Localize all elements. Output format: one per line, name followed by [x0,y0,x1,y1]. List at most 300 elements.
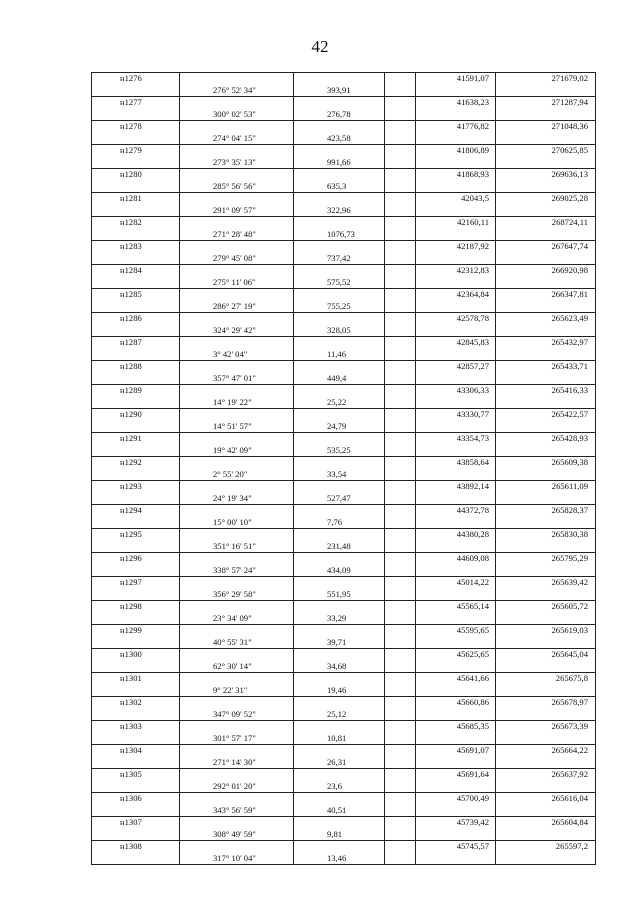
empty-cell [416,493,496,505]
empty-cell [294,193,385,205]
point-name: н1301 [92,673,180,685]
point-name: н1293 [92,481,180,493]
point-name: н1308 [92,841,180,853]
empty-cell [92,493,180,505]
x-coordinate: 42845,83 [416,337,496,349]
y-coordinate: 265616,04 [496,793,596,805]
empty-cell [416,133,496,145]
empty-cell [92,85,180,97]
segment-row [92,493,596,505]
empty-cell [92,565,180,577]
segment-row [92,589,596,601]
empty-cell [496,349,596,361]
empty-cell [385,97,416,109]
segment-row [92,373,596,385]
segment-distance: 449,4 [294,373,385,385]
empty-cell [385,853,416,865]
empty-cell [92,829,180,841]
segment-distance: 39,71 [294,637,385,649]
empty-cell [385,373,416,385]
direction-angle: 357° 47' 01" [180,373,294,385]
direction-angle: 338° 57' 24" [180,565,294,577]
empty-cell [385,829,416,841]
empty-cell [416,325,496,337]
segment-row [92,541,596,553]
segment-distance: 434,09 [294,565,385,577]
empty-cell [385,337,416,349]
point-row [92,649,596,661]
segment-distance: 535,25 [294,445,385,457]
x-coordinate: 44372,78 [416,505,496,517]
empty-cell [496,781,596,793]
empty-cell [385,301,416,313]
y-coordinate: 265428,93 [496,433,596,445]
x-coordinate: 44609,08 [416,553,496,565]
x-coordinate: 42578,78 [416,313,496,325]
direction-angle: 24° 19' 34" [180,493,294,505]
direction-angle: 300° 02' 53" [180,109,294,121]
segment-row [92,469,596,481]
empty-cell [294,793,385,805]
direction-angle: 40° 55' 31" [180,637,294,649]
x-coordinate: 45691,64 [416,769,496,781]
segment-distance: 10,81 [294,733,385,745]
empty-cell [416,229,496,241]
x-coordinate: 45595,65 [416,625,496,637]
point-row [92,289,596,301]
coordinates-table-body [92,73,596,865]
coordinates-table [91,72,596,865]
empty-cell [385,493,416,505]
direction-angle: 15° 00' 10" [180,517,294,529]
segment-row [92,853,596,865]
empty-cell [385,73,416,85]
empty-cell [416,253,496,265]
x-coordinate: 42187,92 [416,241,496,253]
point-row [92,145,596,157]
point-row [92,169,596,181]
segment-row [92,565,596,577]
empty-cell [92,349,180,361]
point-row [92,697,596,709]
empty-cell [385,685,416,697]
segment-distance: 25,22 [294,397,385,409]
empty-cell [385,553,416,565]
empty-cell [92,157,180,169]
empty-cell [496,565,596,577]
y-coordinate: 266347,81 [496,289,596,301]
empty-cell [180,649,294,661]
y-coordinate: 265619,03 [496,625,596,637]
y-coordinate: 270625,85 [496,145,596,157]
empty-cell [496,757,596,769]
empty-cell [92,325,180,337]
point-row [92,505,596,517]
empty-cell [385,421,416,433]
y-coordinate: 271048,36 [496,121,596,133]
empty-cell [385,325,416,337]
empty-cell [294,457,385,469]
empty-cell [180,817,294,829]
point-name: н1306 [92,793,180,805]
segment-distance: 33,54 [294,469,385,481]
segment-distance: 393,91 [294,85,385,97]
empty-cell [92,805,180,817]
empty-cell [385,661,416,673]
direction-angle: 276° 52' 34" [180,85,294,97]
empty-cell [496,661,596,673]
segment-distance: 13,46 [294,853,385,865]
empty-cell [294,841,385,853]
empty-cell [385,709,416,721]
point-name: н1285 [92,289,180,301]
empty-cell [180,385,294,397]
segment-distance: 755,25 [294,301,385,313]
empty-cell [92,229,180,241]
empty-cell [496,85,596,97]
empty-cell [294,145,385,157]
empty-cell [180,193,294,205]
direction-angle: 317° 10' 04" [180,853,294,865]
point-name: н1303 [92,721,180,733]
segment-distance: 26,31 [294,757,385,769]
empty-cell [92,661,180,673]
empty-cell [180,697,294,709]
y-coordinate: 265678,97 [496,697,596,709]
segment-row [92,397,596,409]
empty-cell [180,409,294,421]
segment-row [92,637,596,649]
point-row [92,769,596,781]
point-row [92,625,596,637]
empty-cell [496,421,596,433]
x-coordinate: 43354,73 [416,433,496,445]
segment-distance: 527,47 [294,493,385,505]
empty-cell [416,373,496,385]
empty-cell [294,625,385,637]
empty-cell [92,757,180,769]
segment-row [92,421,596,433]
empty-cell [385,601,416,613]
direction-angle: 271° 14' 30" [180,757,294,769]
empty-cell [180,673,294,685]
direction-angle: 3° 42' 04" [180,349,294,361]
empty-cell [92,109,180,121]
empty-cell [496,325,596,337]
empty-cell [416,517,496,529]
page-number: 42 [311,37,329,56]
segment-distance: 737,42 [294,253,385,265]
direction-angle: 343° 56' 59" [180,805,294,817]
empty-cell [294,337,385,349]
segment-row [92,85,596,97]
direction-angle: 292° 01' 20" [180,781,294,793]
point-name: н1292 [92,457,180,469]
empty-cell [92,733,180,745]
x-coordinate: 45685,35 [416,721,496,733]
empty-cell [294,481,385,493]
empty-cell [496,637,596,649]
empty-cell [180,169,294,181]
empty-cell [385,781,416,793]
empty-cell [180,433,294,445]
segment-row [92,445,596,457]
y-coordinate: 265604,84 [496,817,596,829]
point-row [92,817,596,829]
empty-cell [416,637,496,649]
empty-cell [385,793,416,805]
segment-distance: 231,48 [294,541,385,553]
point-row [92,841,596,853]
point-row [92,601,596,613]
empty-cell [294,721,385,733]
segment-distance: 322,96 [294,205,385,217]
empty-cell [496,373,596,385]
y-coordinate: 265433,71 [496,361,596,373]
point-name: н1276 [92,73,180,85]
x-coordinate: 42364,84 [416,289,496,301]
point-row [92,481,596,493]
segment-row [92,157,596,169]
empty-cell [180,289,294,301]
empty-cell [180,793,294,805]
empty-cell [180,721,294,733]
point-row [92,217,596,229]
segment-row [92,517,596,529]
point-name: н1286 [92,313,180,325]
empty-cell [294,649,385,661]
x-coordinate: 42160,11 [416,217,496,229]
point-row [92,745,596,757]
empty-cell [92,445,180,457]
point-name: н1297 [92,577,180,589]
segment-row [92,325,596,337]
empty-cell [496,829,596,841]
empty-cell [180,217,294,229]
empty-cell [385,505,416,517]
direction-angle: 62° 30' 14" [180,661,294,673]
empty-cell [294,169,385,181]
direction-angle: 14° 19' 22" [180,397,294,409]
x-coordinate: 45014,22 [416,577,496,589]
segment-row [92,133,596,145]
empty-cell [385,745,416,757]
x-coordinate: 43306,33 [416,385,496,397]
empty-cell [92,181,180,193]
y-coordinate: 265422,57 [496,409,596,421]
empty-cell [385,433,416,445]
y-coordinate: 265432,97 [496,337,596,349]
direction-angle: 273° 35' 13" [180,157,294,169]
segment-distance: 11,46 [294,349,385,361]
y-coordinate: 268724,11 [496,217,596,229]
x-coordinate: 42312,83 [416,265,496,277]
point-row [92,457,596,469]
direction-angle: 351° 16' 51" [180,541,294,553]
empty-cell [385,385,416,397]
x-coordinate: 41591,07 [416,73,496,85]
point-row [92,409,596,421]
empty-cell [385,253,416,265]
empty-cell [294,313,385,325]
empty-cell [416,397,496,409]
empty-cell [385,817,416,829]
segment-distance: 635,3 [294,181,385,193]
empty-cell [385,85,416,97]
empty-cell [92,709,180,721]
empty-cell [385,217,416,229]
empty-cell [92,637,180,649]
empty-cell [416,685,496,697]
point-name: н1300 [92,649,180,661]
empty-cell [294,265,385,277]
empty-cell [385,613,416,625]
segment-distance: 34,68 [294,661,385,673]
empty-cell [180,145,294,157]
empty-cell [294,745,385,757]
segment-row [92,205,596,217]
empty-cell [416,805,496,817]
x-coordinate: 45565,14 [416,601,496,613]
empty-cell [496,613,596,625]
empty-cell [294,361,385,373]
segment-distance: 40,51 [294,805,385,817]
empty-cell [385,649,416,661]
segment-distance: 1076,73 [294,229,385,241]
empty-cell [416,469,496,481]
y-coordinate: 265609,38 [496,457,596,469]
direction-angle: 19° 42' 09" [180,445,294,457]
empty-cell [416,349,496,361]
point-row [92,385,596,397]
segment-distance: 24,79 [294,421,385,433]
empty-cell [416,181,496,193]
direction-angle: 9° 22' 31" [180,685,294,697]
x-coordinate: 45660,86 [416,697,496,709]
empty-cell [385,841,416,853]
segment-row [92,781,596,793]
empty-cell [496,445,596,457]
empty-cell [294,553,385,565]
empty-cell [180,769,294,781]
empty-cell [385,673,416,685]
direction-angle: 347° 09' 52" [180,709,294,721]
empty-cell [294,97,385,109]
empty-cell [385,733,416,745]
empty-cell [180,241,294,253]
empty-cell [385,157,416,169]
x-coordinate: 41638,23 [416,97,496,109]
empty-cell [385,805,416,817]
segment-row [92,181,596,193]
empty-cell [496,517,596,529]
point-name: н1304 [92,745,180,757]
empty-cell [496,709,596,721]
y-coordinate: 265664,22 [496,745,596,757]
point-row [92,361,596,373]
y-coordinate: 265675,8 [496,673,596,685]
x-coordinate: 43858,64 [416,457,496,469]
empty-cell [180,577,294,589]
empty-cell [294,529,385,541]
y-coordinate: 271679,02 [496,73,596,85]
empty-cell [180,841,294,853]
empty-cell [180,337,294,349]
point-row [92,577,596,589]
point-row [92,265,596,277]
empty-cell [496,397,596,409]
direction-angle: 23° 34' 09" [180,613,294,625]
empty-cell [385,169,416,181]
empty-cell [385,277,416,289]
empty-cell [294,385,385,397]
empty-cell [294,433,385,445]
direction-angle: 275° 11' 06" [180,277,294,289]
empty-cell [92,853,180,865]
point-row [92,529,596,541]
point-name: н1289 [92,385,180,397]
y-coordinate: 269025,28 [496,193,596,205]
empty-cell [416,421,496,433]
segment-distance: 423,58 [294,133,385,145]
point-name: н1298 [92,601,180,613]
segment-distance: 33,29 [294,613,385,625]
segment-row [92,805,596,817]
y-coordinate: 265639,42 [496,577,596,589]
segment-row [92,829,596,841]
y-coordinate: 265623,49 [496,313,596,325]
segment-row [92,709,596,721]
empty-cell [416,157,496,169]
empty-cell [294,73,385,85]
y-coordinate: 265645,04 [496,649,596,661]
empty-cell [385,181,416,193]
segment-row [92,349,596,361]
empty-cell [180,73,294,85]
point-row [92,193,596,205]
empty-cell [385,361,416,373]
empty-cell [385,313,416,325]
empty-cell [416,445,496,457]
empty-cell [385,349,416,361]
empty-cell [385,409,416,421]
segment-distance: 25,12 [294,709,385,721]
empty-cell [92,469,180,481]
point-row [92,721,596,733]
empty-cell [294,409,385,421]
empty-cell [385,541,416,553]
empty-cell [180,553,294,565]
point-row [92,337,596,349]
empty-cell [496,685,596,697]
segment-row [92,301,596,313]
empty-cell [180,625,294,637]
empty-cell [385,565,416,577]
point-name: н1277 [92,97,180,109]
empty-cell [92,301,180,313]
point-name: н1287 [92,337,180,349]
empty-cell [294,241,385,253]
empty-cell [385,625,416,637]
empty-cell [385,481,416,493]
empty-cell [416,109,496,121]
segment-distance: 328,05 [294,325,385,337]
empty-cell [92,421,180,433]
point-name: н1299 [92,625,180,637]
empty-cell [385,469,416,481]
point-name: н1281 [92,193,180,205]
direction-angle: 301° 57' 17" [180,733,294,745]
